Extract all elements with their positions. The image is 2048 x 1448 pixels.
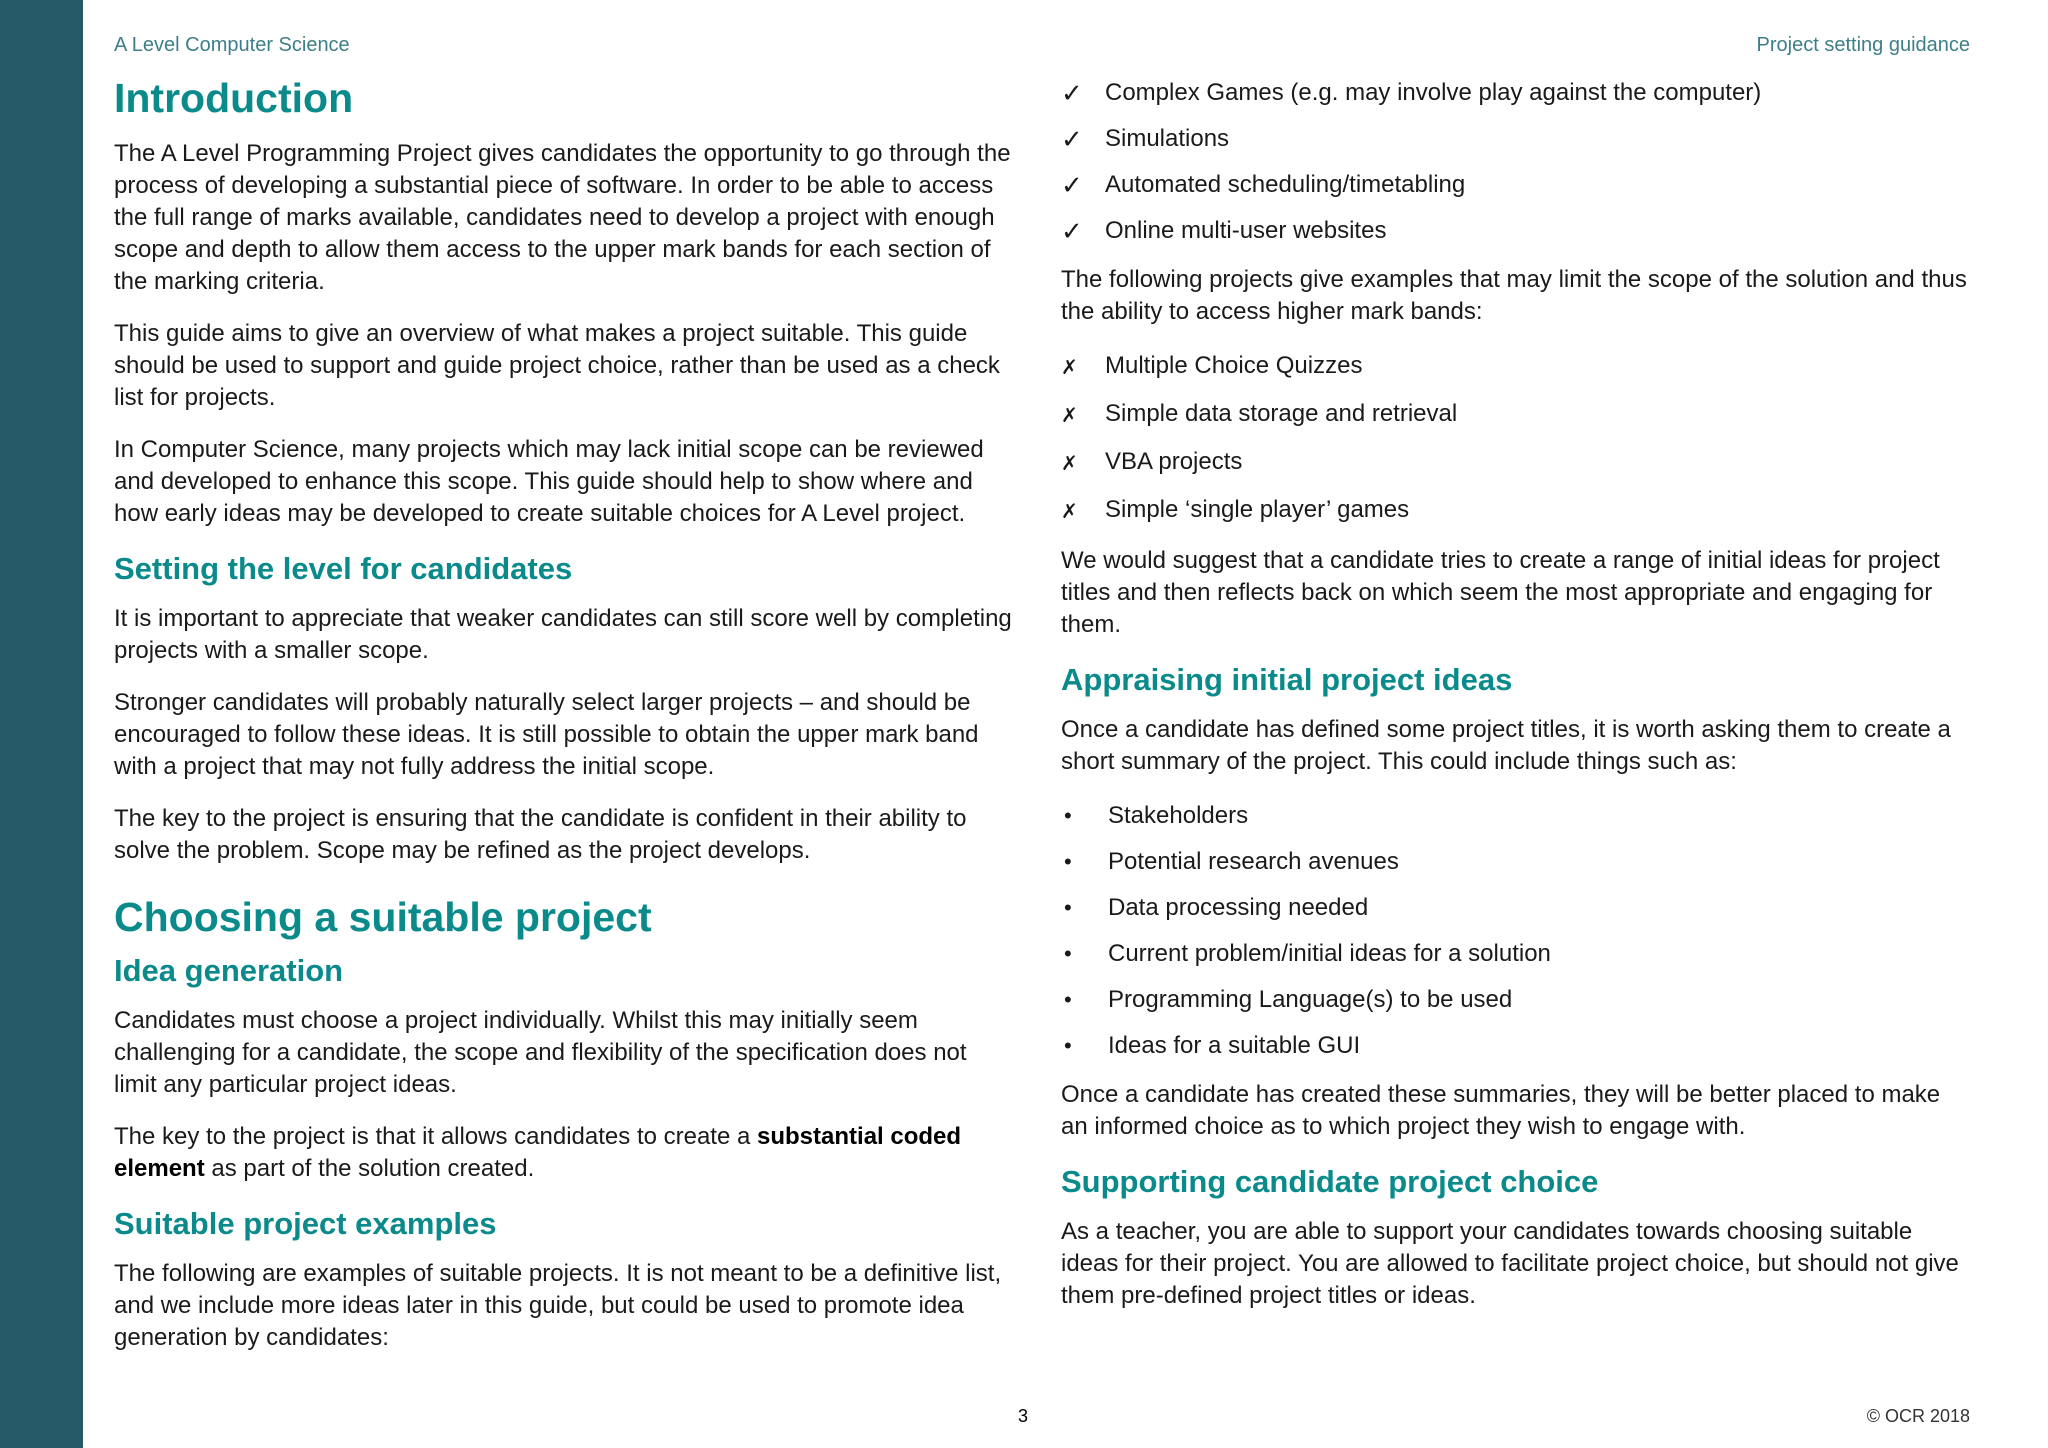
setting-paragraph-3: The key to the project is ensuring that the candidate is confident in their ability to solve the problem. Scope may be refined as the project develops. [114,804,967,864]
list-item-text: Data processing needed [1108,893,1369,921]
list-item-text: Online multi-user websites [1105,217,1387,244]
list-item-text: Simple ‘single player’ games [1105,496,1410,523]
heading-setting-level: Setting the level for candidates [114,551,573,587]
intro-paragraph-2: This guide aims to give an overview of what makes a project suitable. This guide should be used to support and guide project choice, rather than be used as a check list for projects. [114,320,1000,412]
list-item-text: Programming Language(s) to be used [1108,985,1513,1013]
list-item-text: Simple data storage and retrieval [1105,400,1458,427]
header-document-title: A Level Computer Science [114,34,350,56]
list-item-text: Stakeholders [1108,801,1249,829]
limit-scope-paragraph: The following projects give examples that may limit the scope of the solution and thus the ability to access higher mark bands: [1061,266,1967,325]
cross-icon: ✗ [1061,453,1078,475]
idea-paragraph-1: Candidates must choose a project individually. Whilst this may initially seem challenging for a candidate, the scope and flexibility of the specification does not limit any particular project ideas. [114,1006,967,1098]
list-item-text: Complex Games (e.g. may involve play against the computer) [1105,79,1762,106]
left-column [114,74,1014,1374]
idea-paragraph-2-start: The key to the project is that it allows candidates to create a [114,1122,758,1150]
bullet-icon: • [1064,894,1072,920]
list-item [1061,350,1971,384]
cross-icon: ✗ [1061,405,1078,427]
list-item [1061,215,1971,247]
heading-suitable-examples: Suitable project examples [114,1205,497,1241]
intro-paragraph-3: In Computer Science, many projects which may lack initial scope can be reviewed and developed to enhance this scope. This guide should help to show where and how early ideas may be developed to create suitable choices for A Level project. [114,436,984,528]
suitable-projects-list [1061,77,1971,247]
examples-paragraph: The following are examples of suitable projects. It is not meant to be a definitive list, and we include more ideas later in this guide, but could be used to promote idea generation by candidates: [114,1259,1002,1351]
summary-paragraph: Once a candidate has defined some project titles, it is worth asking them to create a short summary of the project. This could include things such as: [1061,715,1951,775]
list-item [1061,123,1971,155]
page-side-band [0,0,83,1448]
bullet-icon: • [1064,986,1072,1012]
check-icon: ✓ [1061,170,1083,200]
heading-appraising: Appraising initial project ideas [1061,662,1513,697]
heading-choosing-project: Choosing a suitable project [114,893,652,940]
list-item-text: Potential research avenues [1108,847,1399,875]
bullet-icon: • [1064,848,1072,874]
setting-paragraph-1: It is important to appreciate that weaker candidates can still score well by completing projects with a smaller scope. [114,604,1012,664]
idea-paragraph-2-emphasis: substantial coded element [114,1122,962,1182]
idea-paragraph-2-end: as part of the solution created. [204,1154,535,1182]
suggest-paragraph: We would suggest that a candidate tries to create a range of initial ideas for project titles and then reflects back on which seem the most appropriate and engaging for them. [1061,547,1940,638]
list-item [1061,984,1971,1016]
list-item [1061,892,1971,924]
check-icon: ✓ [1061,124,1083,154]
list-item [1061,938,1971,970]
list-item [1061,446,1971,480]
created-summaries-paragraph: Once a candidate has created these summaries, they will be better placed to make an informed choice as to which project they wish to engage with. [1061,1080,1941,1140]
setting-paragraph-2: Stronger candidates will probably naturally select larger projects – and should be encouraged to follow these ideas. It is still possible to obtain the upper mark band with a project that may not fully address the initial scope. [114,688,979,780]
limited-projects-list [1061,350,1971,528]
bullet-icon: • [1064,802,1072,828]
list-item [1061,77,1971,109]
heading-supporting-choice: Supporting candidate project choice [1061,1163,1599,1199]
idea-paragraph-2 [114,1121,1014,1185]
copyright-notice: © OCR 2018 [1866,1406,1970,1426]
list-item-text: Current problem/initial ideas for a solution [1108,939,1551,967]
bullet-icon: • [1064,1032,1072,1058]
summary-items-list [1061,800,1971,1062]
list-item-text: Ideas for a suitable GUI [1108,1031,1361,1059]
list-item-text: Multiple Choice Quizzes [1105,352,1363,379]
heading-introduction: Introduction [114,75,354,121]
page-number: 3 [1018,1406,1029,1426]
right-column [1061,77,1971,1332]
list-item-text: Automated scheduling/timetabling [1105,171,1466,198]
intro-paragraph-1: The A Level Programming Project gives candidates the opportunity to go through the process of developing a substantial piece of software. In order to be able to access the full range of marks available, candidates need to develop a project with enough scope and depth to allow them access to the upper mark bands for each section of the marking criteria. [114,140,1011,296]
list-item [1061,494,1971,528]
list-item [1061,169,1971,201]
check-icon: ✓ [1061,216,1083,246]
list-item-text: Simulations [1105,125,1230,152]
list-item [1061,846,1971,878]
list-item [1061,398,1971,432]
header-section-title: Project setting guidance [1756,34,1970,56]
teacher-paragraph: As a teacher, you are able to support your candidates towards choosing suitable ideas for their project. You are allowed to facilitate project choice, but should not give them pre-defined project titles or ideas. [1061,1217,1959,1309]
cross-icon: ✗ [1061,501,1078,523]
heading-idea-generation: Idea generation [114,953,344,989]
check-icon: ✓ [1061,78,1083,108]
list-item-text: VBA projects [1105,448,1243,475]
cross-icon: ✗ [1061,357,1078,379]
list-item [1061,1030,1971,1062]
bullet-icon: • [1064,940,1072,966]
list-item [1061,800,1971,832]
